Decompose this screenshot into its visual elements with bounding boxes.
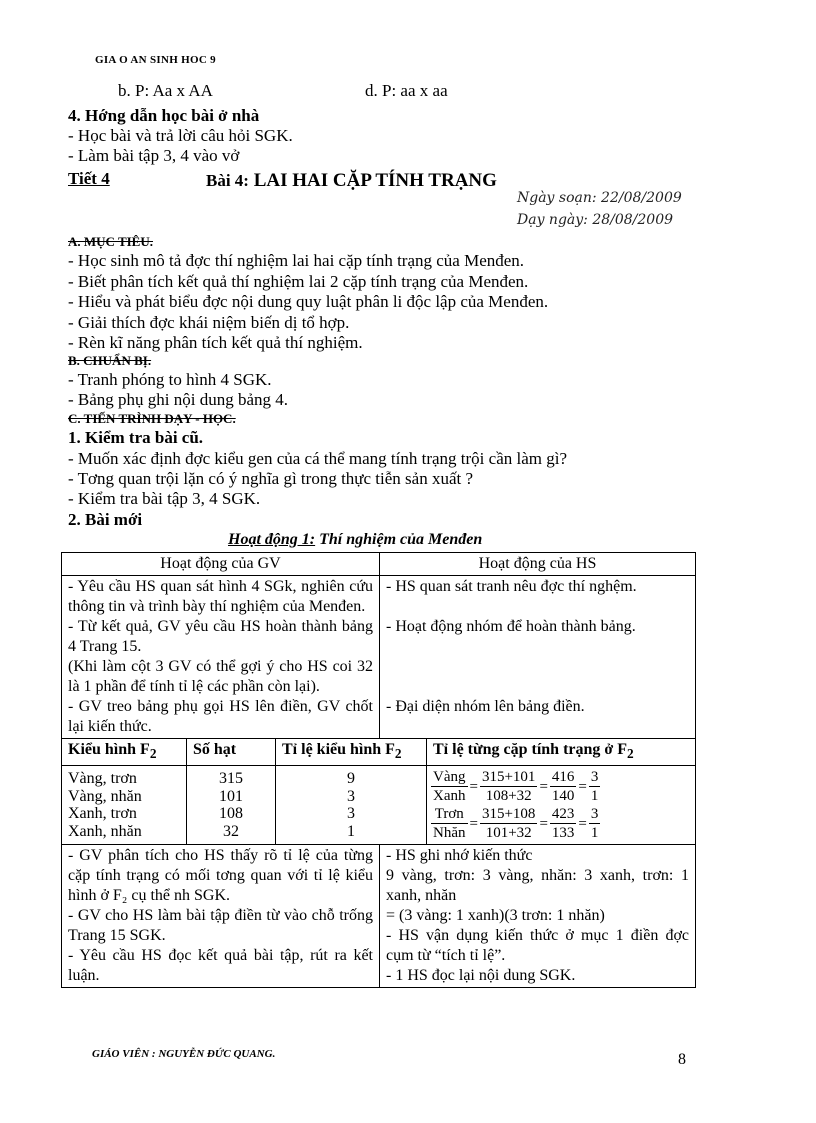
lesson-title-prefix: Bài 4: (206, 171, 249, 190)
seed-count: 101 (219, 787, 243, 805)
objective-item: - Giải thích đợc khái niệm biến dị tổ hợp. (68, 313, 350, 332)
lesson-title (206, 170, 497, 192)
period-label: Tiết 4 (68, 169, 110, 188)
h-ratio: Tỉ lệ kiểu hình $F_2$ (276, 739, 427, 766)
hs-item: - HS quan sát tranh nêu đợc thí nghệm. (386, 578, 637, 595)
hs-item: - Hoạt động nhóm để hoàn thành bảng. (386, 618, 636, 635)
gv-item: - GV phân tích cho HS thấy rõ tỉ lệ của từng cặp tính trạng có mối tơng quan với tỉ lệ kiểu hình ở F₂ cụ thể nh SGK. (68, 847, 373, 905)
col-hs-header: Hoạt động của HS (380, 553, 696, 576)
pair-sum: $\frac{315+108}{101+32}$ (481, 806, 536, 842)
pair-ratio: $\frac{3}{1}$ (590, 806, 599, 842)
prep-item: - Bảng phụ ghi nội dung bảng 4. (68, 390, 289, 409)
pair-equation-shape: $\frac{\text{Trơn}}{\text{Nhăn}}$ = $\frac{315+108}{101+32}$ = $\frac{423}{133}$ = $\frac{3}{1}$ (433, 806, 599, 842)
seed-count: 315 (219, 770, 243, 788)
seed-count: 108 (219, 805, 243, 823)
hs-item: - 1 HS đọc lại nội dung SGK. (386, 967, 576, 985)
phenotype-ratio: 1 (347, 822, 355, 840)
gv-cell (62, 576, 380, 739)
lesson-title-text: LAI HAI CẶP TÍNH TRẠNG (248, 170, 497, 191)
phenotype-ratio: 9 (347, 770, 355, 788)
homework-item: - Làm bài tập 3, 4 vào vở (68, 146, 240, 165)
objective-item: - Rèn kĩ năng phân tích kết quả thí nghiệm. (68, 333, 363, 352)
phenotype-ratio: 3 (347, 805, 355, 823)
section-c-heading: C. TIẾN TRÌNH DẠY - HỌC. (68, 411, 236, 426)
hs-item: - Đại diện nhóm lên bảng điền. (386, 698, 585, 715)
hs-cell (380, 845, 696, 988)
activity-name: Thí nghiệm của Menđen (315, 531, 483, 548)
phenotype-table (62, 739, 695, 844)
objective-item: - Biết phân tích kết quả thí nghiệm lai 2 cặp tính trạng của Menđen. (68, 272, 529, 291)
option-d: d. P: aa x aa (365, 81, 448, 100)
gv-item: (Khi làm cột 3 GV có thể gợi ý cho HS coi 32 là 1 phần để tính tỉ lệ các phần còn lại). (68, 658, 373, 695)
prep-item: - Tranh phóng to hình 4 SGK. (68, 370, 272, 389)
gv-item: - Từ kết quả, GV yêu cầu HS hoàn thành bảng 4 Trang 15. (68, 618, 373, 655)
homework-item: - Học bài và trả lời câu hỏi SGK. (68, 126, 293, 145)
pair-sum: $\frac{315+101}{108+32}$ (481, 769, 536, 805)
inner-table-cell (62, 739, 696, 845)
phenotype-name: Xanh, trơn (68, 805, 137, 823)
hs-item: - HS vận dụng kiến thức ở mục 1 điền đợc cụm từ “tích tỉ lệ”. (386, 927, 689, 965)
hs-item: - HS ghi nhớ kiến thức (386, 847, 533, 865)
review-item: - Kiểm tra bài tập 3, 4 SGK. (68, 489, 261, 508)
gv-item: - GV treo bảng phụ gọi HS lên điền, GV chốt lại kiến thức. (68, 698, 373, 735)
phenotype-name: Xanh, nhăn (68, 822, 142, 840)
review-item: - Tơng quan trội lặn có ý nghĩa gì trong thực tiễn sản xuất ? (68, 469, 474, 488)
pair-equation-color: $\frac{\text{Vàng}}{\text{Xanh}}$ = $\frac{315+101}{108+32}$ = $\frac{416}{140}$ = $\frac{3}{1}$ (433, 769, 599, 805)
ratio-col (276, 766, 427, 845)
option-b: b. P: Aa x AA (118, 81, 213, 100)
phenotype-ratio: 3 (347, 787, 355, 805)
activity-label: Hoạt động 1: (228, 531, 316, 548)
pair-ratio-col (427, 766, 696, 845)
section-b-heading: B. CHUẨN BỊ. (68, 353, 152, 368)
phenotype-name: Vàng, trơn (68, 770, 137, 788)
col-gv-header: Hoạt động của GV (62, 553, 380, 576)
gv-item: - Yêu cầu HS đọc kết quả bài tập, rút ra kết luận. (68, 947, 373, 985)
h-pair: Tỉ lệ từng cặp tính trạng ở $F_2$ (427, 739, 696, 766)
new-lesson-heading: 2. Bài mới (68, 510, 143, 529)
hs-cell (380, 576, 696, 739)
phenotype-name: Vàng, nhăn (68, 787, 142, 805)
gv-cell (62, 845, 380, 988)
hs-item: = (3 vàng: 1 xanh)(3 trơn: 1 nhăn) (386, 907, 605, 925)
pair-total: $\frac{416}{140}$ (551, 769, 575, 805)
review-heading: 1. Kiểm tra bài cũ. (68, 428, 204, 447)
hs-item: 9 vàng, trơn: 3 vàng, nhăn: 3 xanh, trơn: 1 xanh, nhăn (386, 867, 689, 905)
phenotype-header-row (62, 739, 695, 766)
footer-teacher: GIÁO VIÊN : NGUYỄN ĐỨC QUANG. (92, 1048, 276, 1060)
activity-title (228, 531, 482, 549)
date-taught: Dạy ngày: 28/08/2009 (517, 212, 674, 228)
seed-count: 32 (223, 822, 239, 840)
table-row (62, 845, 696, 988)
gv-item: - GV cho HS làm bài tập điền từ vào chỗ trống Trang 15 SGK. (68, 907, 373, 945)
pair-label: $\frac{\text{Trơn}}{\text{Nhăn}}$ (433, 806, 466, 842)
table-row (62, 576, 696, 739)
date-prepared: Ngày soạn: 22/08/2009 (517, 190, 682, 206)
count-col (187, 766, 276, 845)
gv-item: - Yêu cầu HS quan sát hình 4 SGk, nghiên cứu thông tin và trình bày thí nghiệm của Menđen. (68, 578, 373, 615)
phenotype-col (62, 766, 187, 845)
h-phenotype: Kiểu hình $F_2$ (62, 739, 187, 766)
page-number: 8 (678, 1051, 686, 1068)
homework-heading: 4. Hớng dẫn học bài ở nhà (68, 106, 260, 125)
review-item: - Muốn xác định đợc kiểu gen của cá thể mang tính trạng trội cần làm gì? (68, 449, 567, 468)
h-count: Số hạt (187, 739, 276, 766)
pair-ratio: $\frac{3}{1}$ (590, 769, 599, 805)
pair-total: $\frac{423}{133}$ (551, 806, 575, 842)
phenotype-data-row (62, 766, 695, 845)
activity-table (61, 552, 696, 988)
objective-item: - Hiểu và phát biểu đợc nội dung quy luật phân li độc lập của Menđen. (68, 292, 549, 311)
table-header-row (62, 553, 696, 576)
table-row (62, 739, 696, 845)
section-a-heading: A. MỤC TIÊU. (68, 234, 153, 249)
page-header: GIA O AN SINH HOC 9 (95, 54, 216, 66)
pair-label: $\frac{\text{Vàng}}{\text{Xanh}}$ (433, 769, 466, 805)
objective-item: - Học sinh mô tả đợc thí nghiệm lai hai cặp tính trạng của Menđen. (68, 251, 525, 270)
